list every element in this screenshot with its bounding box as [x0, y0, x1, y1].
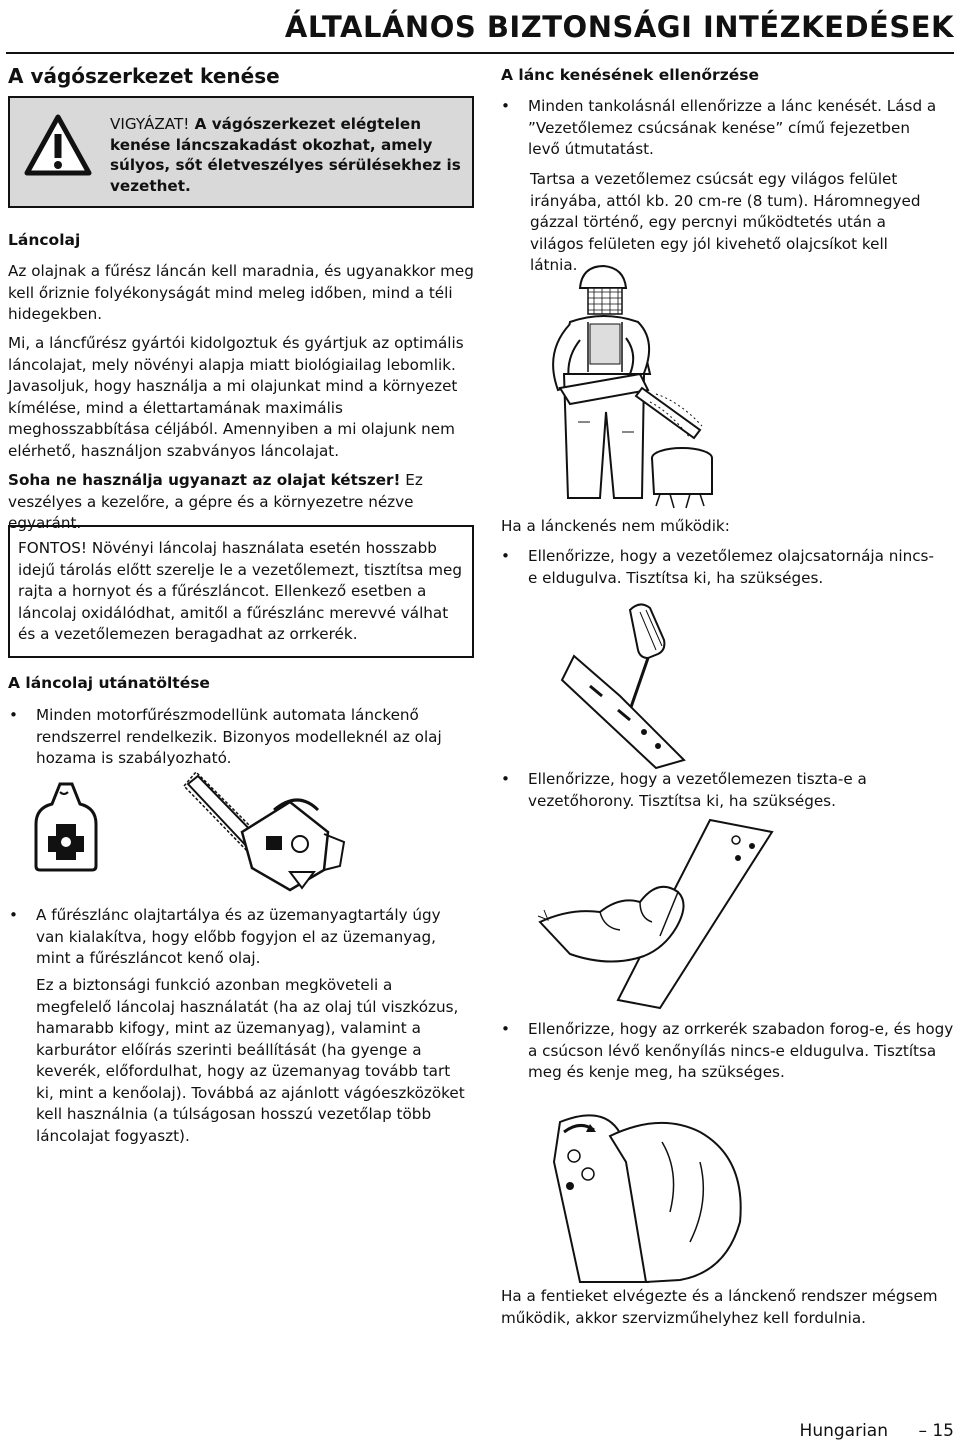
bullet-nose-sprocket: • Ellenőrizze, hogy az orrkerék szabadon forog-e, és hogy a csúcson lévő kenőnyílás nincs-e eldugulva. Tisztítsa meg és kenje meg, ha szükséges. — [498, 1019, 958, 1084]
important-body: Növényi láncolaj használata esetén hosszabb idejű tárolás előtt szerelje le a vezetőlemezt, tisztítsa meg rajta a hornyot és a fűrészláncot. Ellenkező esetben a láncolaj oxidálódhat, amitől a fűrészlánc merevvé válhat és a vezetőlemezen beragadhat az orrkerék. — [18, 539, 463, 643]
warning-body: A vágószerkezet elégtelen kenése láncszakadást okozhat, amely súlyos, sőt életveszélyes sérülésekhez is vezethet. — [110, 115, 461, 195]
paragraph-optimal-oil: Mi, a láncfűrész gyártói kidolgoztuk és gyártjuk az optimális láncolajat, mely növényi alapja miatt biológiailag lebomlik. Javasoljuk, hogy használja a mi olajunkat mind a környezet kímélése, mind a élettartamának maximális meghosszabbítása céljából. Amennyiben a mi olajunk nem elérhető, használjon szabványos láncolajat. — [8, 334, 464, 460]
operator-testing-chain-oil-illustration — [530, 262, 720, 510]
paragraph-oil-properties: Az olajnak a fűrész láncán kell maradnia, és ugyanakkor meg kell őriznie folyékonyságát mind meleg időben, mind a téli hidegekben. — [8, 262, 474, 323]
bullet-oil-channel: • Ellenőrizze, hogy a vezetőlemez olajcsatornája nincs-e eldugulva. Tisztítsa ki, ha szükséges. — [498, 546, 938, 589]
warning-triangle-icon — [24, 114, 92, 176]
never-reuse-rest: Ez veszélyes a kezelőre, a gépre és a környezetre nézve egyaránt. — [8, 471, 423, 532]
hand-cleaning-bar-illustration — [540, 818, 780, 1014]
never-reuse-bold: Soha ne használja ugyanazt az olajat kétszer! — [8, 471, 401, 489]
paragraph-check-procedure: Tartsa a vezetőlemez csúcsát egy világos felület irányába, attól kb. 20 cm-re (8 tum). Háromnegyed gázzal történő, egy percnyi működtetés után a világos felületen egy jól kivehető olajcsíkot kell látnia. — [530, 170, 921, 274]
warning-lead: VIGYÁZAT! — [110, 115, 190, 133]
refill-heading: A láncolaj utánatöltése — [8, 674, 210, 692]
important-lead: FONTOS! — [18, 539, 88, 557]
section-title: A vágószerkezet kenése — [8, 64, 280, 88]
oil-bottle-icon — [34, 780, 98, 872]
chainsaw-oil-tank-illustration — [178, 770, 348, 900]
refill-bullet: • Minden motorfűrészmodellünk automata lánckenő rendszerrel rendelkezik. Bizonyos modelleknél az olaj hozama is szabályozható. — [6, 705, 442, 770]
tank-bullet: • A fűrészlánc olajtartálya és az üzemanyagtartály úgy van kialakítva, hogy előbb fogyjon el az üzemanyag, mint a fűrészláncot kenő olaj. — [6, 905, 466, 970]
check-bullet: • Minden tankolásnál ellenőrizze a lánc kenését. Lásd a ”Vezetőlemez csúcsának kenése” című fejezetben levő útmutatást. — [498, 96, 938, 161]
screwdriver-bar-illustration — [560, 600, 700, 768]
bullet-guide-groove: • Ellenőrizze, hogy a vezetőlemezen tiszta-e a vezetőhorony. Tisztítsa ki, ha szükséges. — [498, 769, 938, 812]
if-not-working-label: Ha a lánckenés nem működik: — [501, 517, 730, 535]
check-heading: A lánc kenésének ellenőrzése — [501, 66, 759, 84]
nose-sprocket-lubrication-illustration — [550, 1102, 750, 1282]
paragraph-service-workshop: Ha a fentieket elvégezte és a lánckenő rendszer mégsem működik, akkor szervizműhelyhez kell fordulnia. — [501, 1287, 938, 1327]
important-text — [18, 538, 466, 646]
warning-box — [8, 96, 474, 208]
footer-language: Hungarian — [799, 1421, 888, 1441]
warning-text — [110, 114, 466, 196]
header-rule — [6, 52, 954, 54]
footer-page-number: – 15 — [918, 1421, 954, 1441]
page-header-title: ÁLTALÁNOS BIZTONSÁGI INTÉZKEDÉSEK — [284, 10, 954, 44]
subheading-chain-oil: Láncolaj — [8, 231, 81, 249]
paragraph-safety-function: Ez a biztonsági funkció azonban megköveteli a megfelelő láncolaj használatát (ha az olaj túl viszkózus, hamarabb kifogy, mint az üzemanyag), valamint a karburátor előírás szerinti beállítását (ha gyenge a keverék, előfordulhat, hogy az üzemanyag tovább tart ki, mint a kenőolaj). Továbbá az ajánlott vágóeszközöket kell használnia (a túlságosan hosszú vezetőlap több láncolajat fogyaszt). — [36, 976, 465, 1145]
important-box — [8, 525, 474, 658]
